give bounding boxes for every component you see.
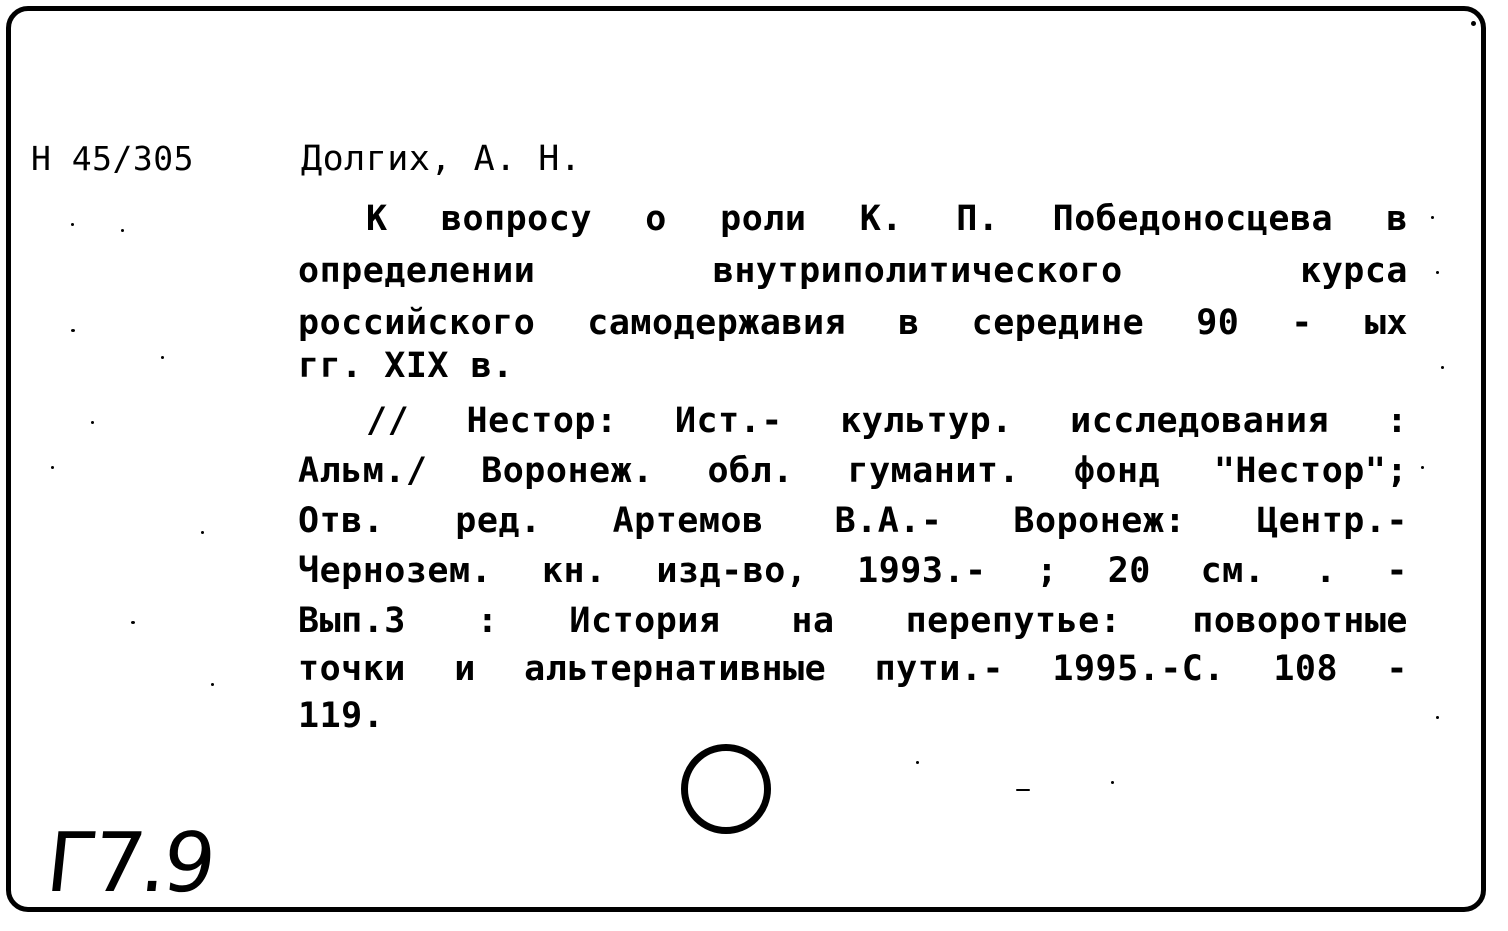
source-line-5: Вып.3 : История на перепутье: поворотные [298,601,1408,641]
scan-speck [1016,789,1030,791]
scan-speck [131,621,135,624]
title-line-2: определении внутриполитического курса [298,251,1408,291]
scan-speck [1436,271,1439,274]
scan-speck [71,223,74,226]
source-line-7: 119. [298,696,385,736]
title-line-4: гг. XIX в. [298,346,514,386]
scan-speck [1111,781,1114,784]
scan-speck [161,356,164,359]
scan-speck [1436,716,1439,719]
scan-speck [121,229,124,232]
scan-speck [1431,216,1434,219]
catalog-card [6,6,1486,912]
source-line-2: Альм./ Воронеж. обл. гуманит. фонд "Нестор"; [298,451,1408,491]
author-heading: Долгих, А. Н. [301,139,582,179]
source-line-3: Отв. ред. Артемов В.А.- Воронеж: Центр.- [298,501,1408,541]
punch-hole [681,744,771,834]
source-line-6: точки и альтернативные пути.- 1995.-С. 108 - [298,649,1408,689]
scan-speck [51,466,54,469]
title-line-3: российского самодержавия в середине 90 - ых [298,303,1408,343]
source-line-1: // Нестор: Ист.- культур. исследования : [366,401,1408,441]
scan-speck [91,421,94,424]
scan-speck [916,761,919,764]
handwritten-code: Г7.9 [42,816,217,911]
scan-speck [1471,21,1476,26]
scan-speck [71,329,75,332]
source-line-4: Чернозем. кн. изд-во, 1993.- ; 20 см. . - [298,551,1408,591]
scan-speck [1441,366,1444,369]
title-line-1: К вопросу о роли К. П. Победоносцева в [366,199,1408,239]
scan-speck [201,531,204,534]
scan-speck [1421,466,1424,469]
scan-speck [211,683,214,686]
shelfmark: Н 45/305 [31,139,194,178]
